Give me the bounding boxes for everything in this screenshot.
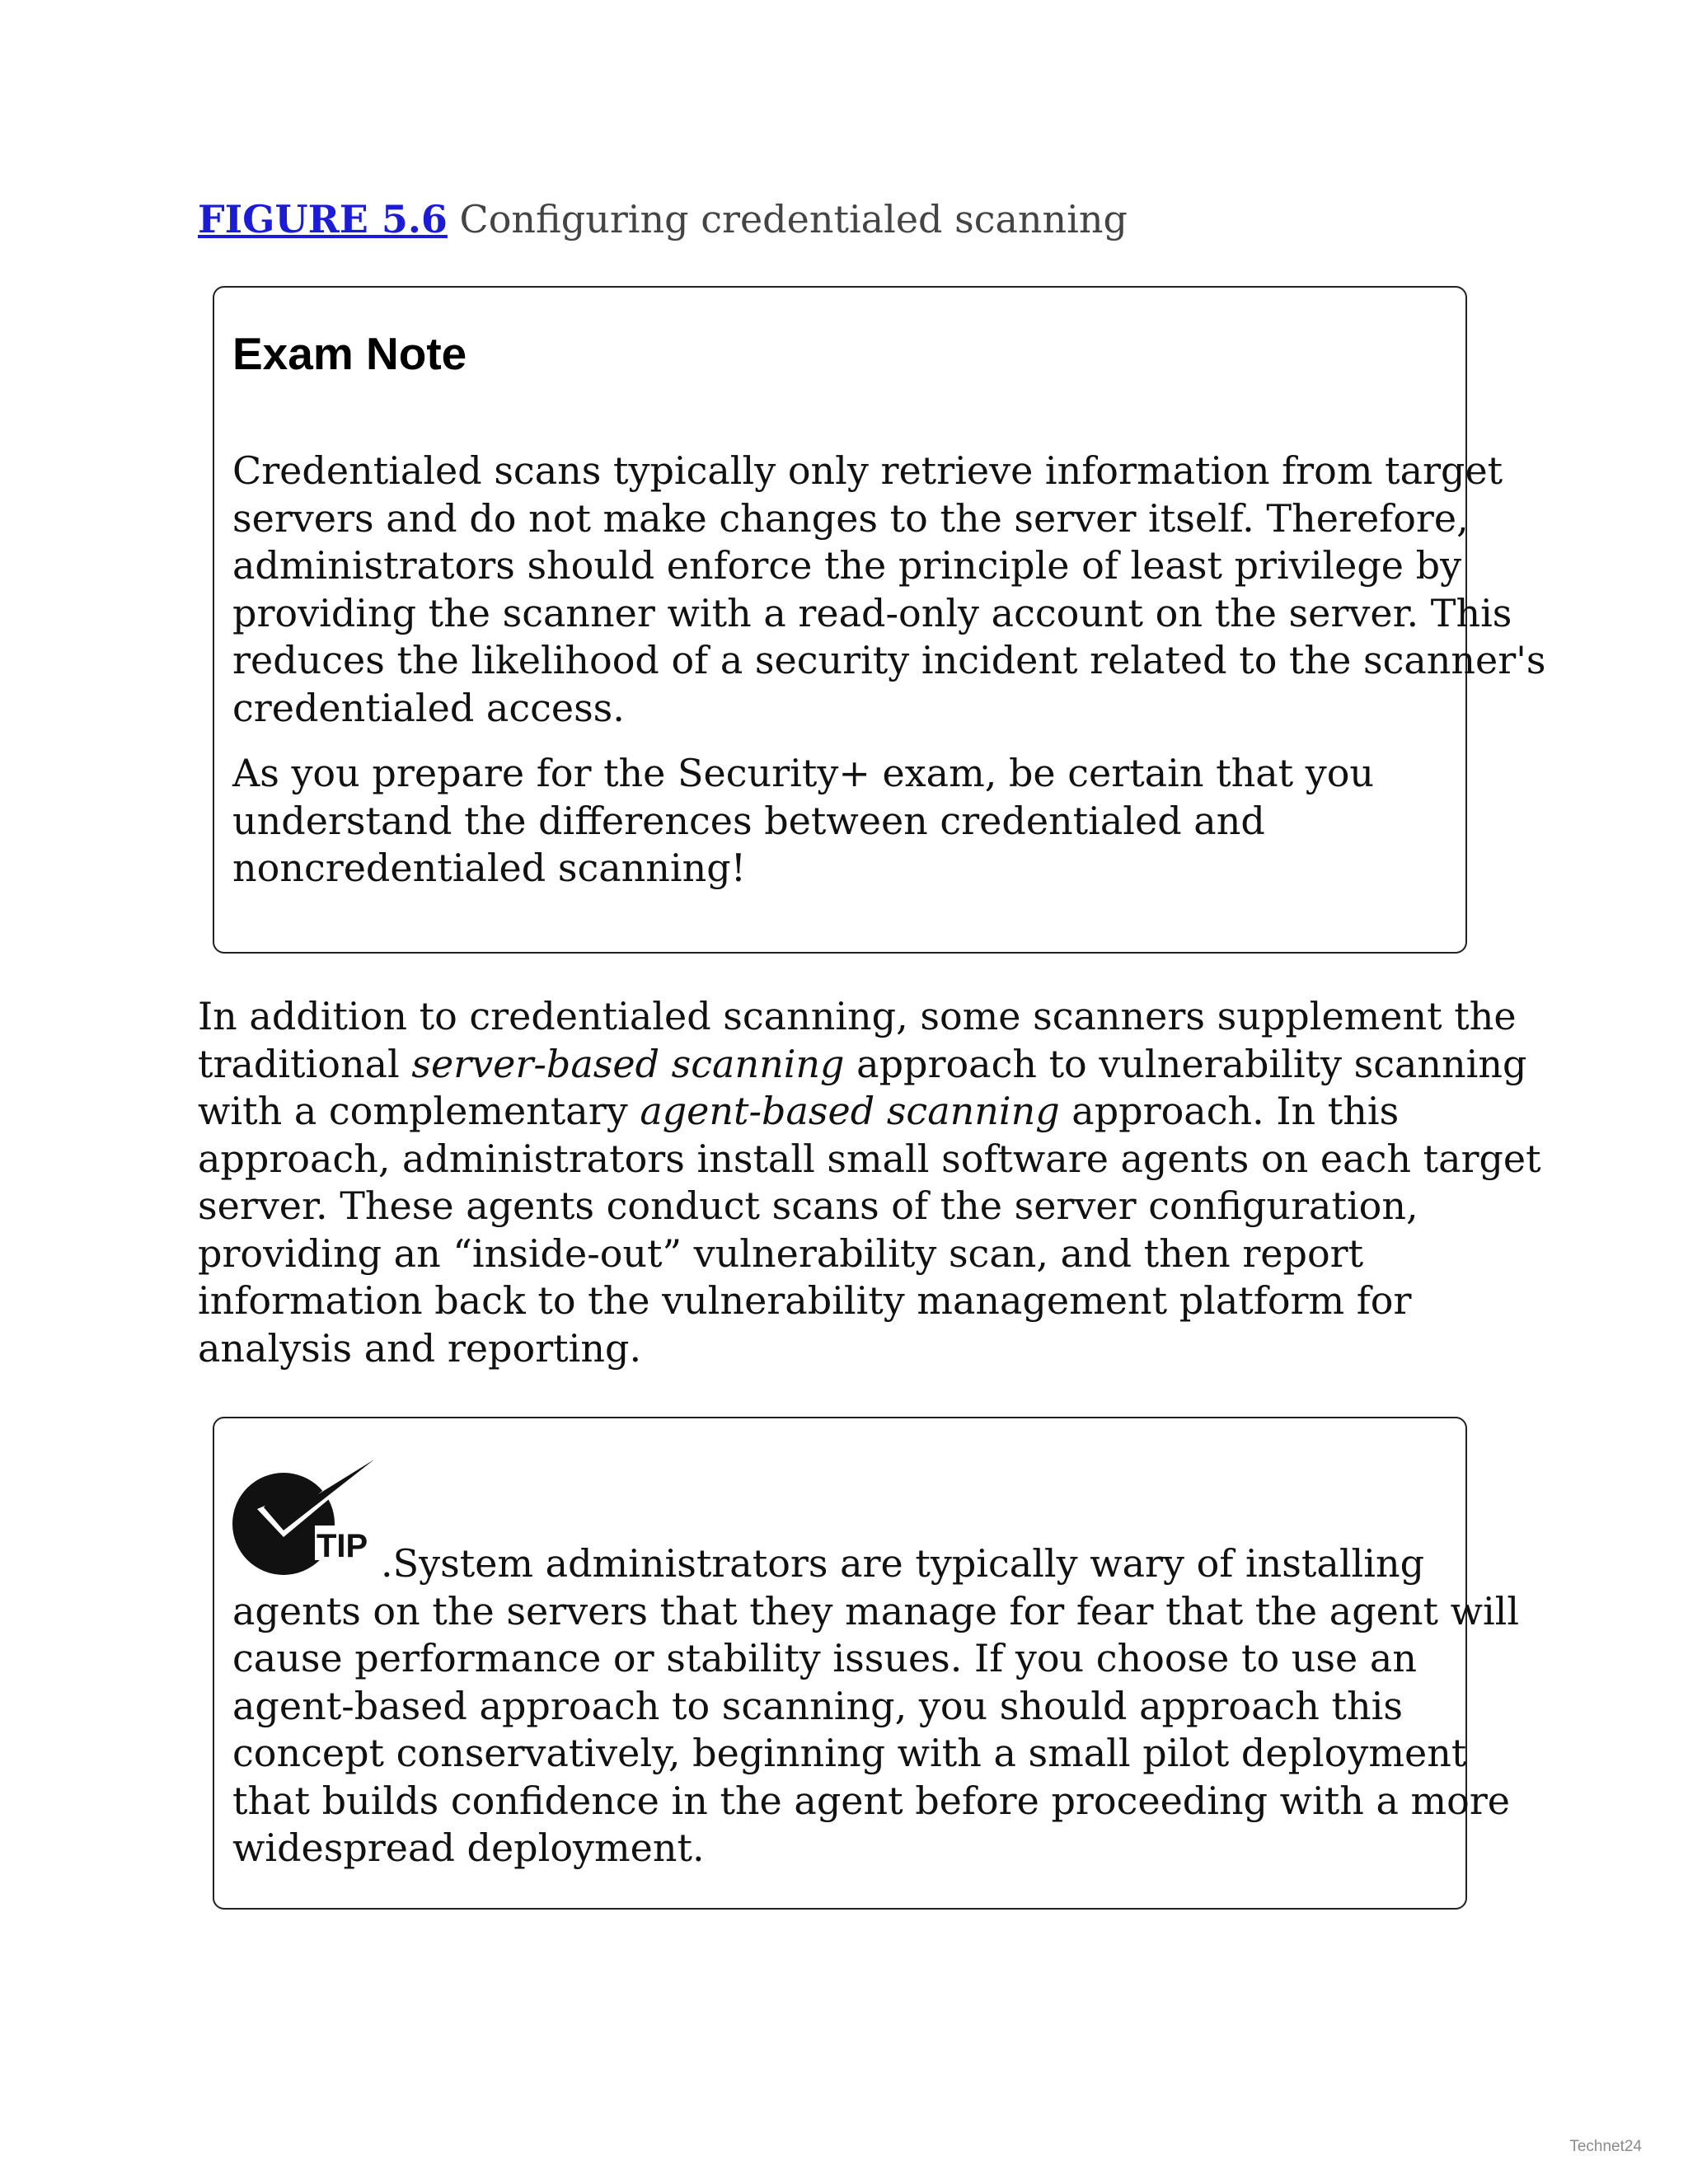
exam-note-heading: Exam Note bbox=[232, 328, 467, 379]
tip-paragraph bbox=[232, 1540, 1519, 1872]
text-line: cause performance or stability issues. If you choose to use an bbox=[232, 1636, 1417, 1680]
text-line: .System administrators are typically wary of installing bbox=[381, 1541, 1425, 1586]
text-run: approach to vulnerability scanning bbox=[844, 1041, 1527, 1086]
emphasis-server-based-scanning: server-based scanning bbox=[411, 1041, 845, 1086]
text-line: Credentialed scans typically only retrieve information from target bbox=[232, 448, 1503, 493]
text-line: concept conservatively, beginning with a small pilot deployment bbox=[232, 1731, 1467, 1775]
text-run: approach. In this bbox=[1059, 1089, 1400, 1133]
text-line: information back to the vulnerability management platform for bbox=[198, 1278, 1412, 1323]
exam-note-box bbox=[213, 286, 1546, 954]
text-line: agent-based approach to scanning, you should approach this bbox=[232, 1683, 1403, 1728]
watermark: Technet24 bbox=[1569, 2138, 1642, 2155]
exam-note-paragraph-2 bbox=[232, 750, 1374, 893]
text-line bbox=[198, 1088, 1541, 1136]
text-line: reduces the likelihood of a security incident related to the scanner's bbox=[232, 638, 1546, 682]
text-line: approach, administrators install small software agents on each target bbox=[198, 1136, 1541, 1181]
exam-note-paragraph-1 bbox=[232, 448, 1546, 732]
text-line: administrators should enforce the principle of least privilege by bbox=[232, 543, 1462, 588]
text-line: noncredentialed scanning! bbox=[232, 846, 747, 890]
text-line: understand the differences between credentialed and bbox=[232, 798, 1265, 843]
figure-caption bbox=[198, 194, 1128, 244]
text-line: server. These agents conduct scans of the server configuration, bbox=[198, 1183, 1418, 1228]
text-run: with a complementary bbox=[198, 1089, 640, 1133]
figure-link[interactable]: FIGURE 5.6 bbox=[198, 197, 448, 241]
figure-caption-text: Configuring credentialed scanning bbox=[447, 197, 1128, 241]
text-line bbox=[198, 1041, 1541, 1089]
text-line: that builds confidence in the agent before proceeding with a more bbox=[232, 1778, 1511, 1823]
text-line: providing an “inside-out” vulnerability scan, and then report bbox=[198, 1230, 1364, 1276]
tip-icon-label: TIP bbox=[316, 1528, 368, 1564]
tip-box bbox=[213, 1417, 1520, 1910]
body-paragraph bbox=[198, 993, 1541, 1372]
text-line: providing the scanner with a read-only account on the server. This bbox=[232, 590, 1512, 635]
text-line: As you prepare for the Security+ exam, be certain that you bbox=[232, 751, 1375, 795]
text-line: agents on the servers that they manage for fear that the agent will bbox=[232, 1588, 1520, 1633]
text-line: credentialed access. bbox=[232, 685, 625, 730]
text-line: widespread deployment. bbox=[232, 1825, 705, 1870]
text-run: traditional bbox=[198, 1041, 412, 1086]
text-line: In addition to credentialed scanning, some scanners supplement the bbox=[198, 994, 1517, 1038]
text-line: analysis and reporting. bbox=[198, 1325, 642, 1371]
emphasis-agent-based-scanning: agent-based scanning bbox=[640, 1089, 1060, 1133]
text-line: servers and do not make changes to the server itself. Therefore, bbox=[232, 495, 1469, 541]
